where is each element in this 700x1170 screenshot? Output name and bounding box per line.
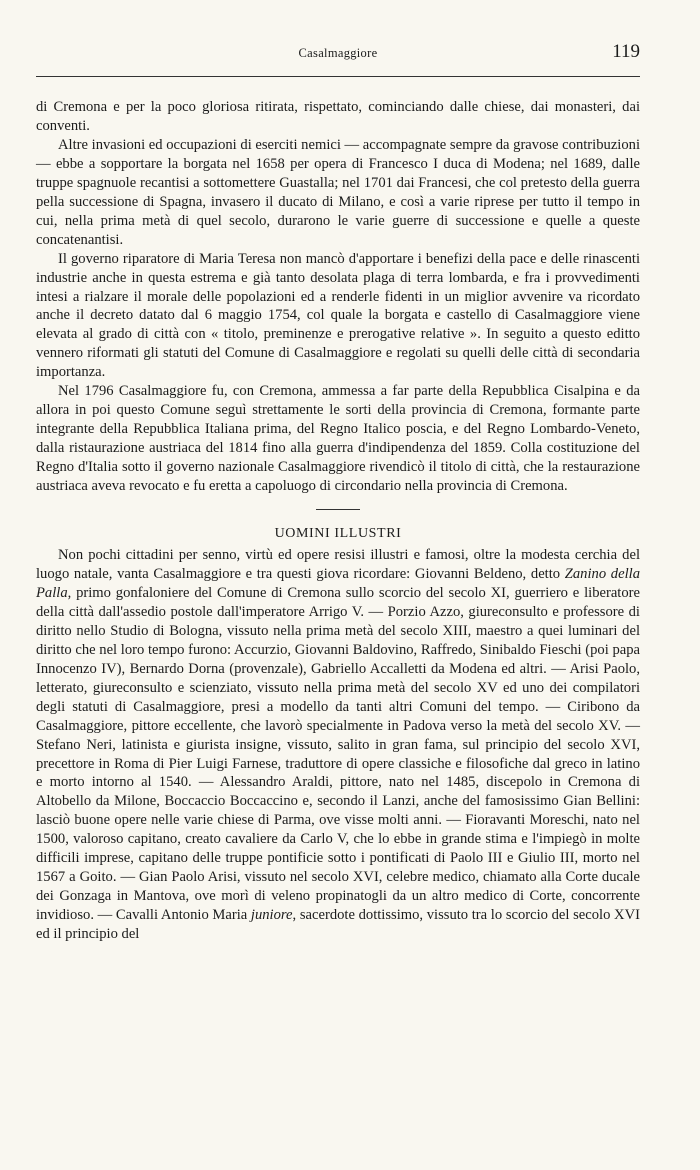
text-run: , primo gonfaloniere del Comune di Cremona sullo scorcio del secolo XI, guerriero e liberatore della città dall'assedio postole dall'imperatore Arrigo V. — Porzio Azzo, giureconsulto e professore di diritto nello Studio di Bologna, vissuto nella prima metà del secolo XIII, maestro a quei luminari del diritto che nel loro tempo furono: Accurzio, Giovanni Baldovino, Raffredo, Sinibaldo Fieschi (poi papa Innocenzo IV), Bernardo Dorna (provenzale), Gabriello Accalletti da Modena ed altri. — Arisi Paolo, letterato, giureconsulto e scienziato, vissuto nella prima metà del secolo XV ed uno dei compilatori degli statuti di Casalmaggiore, presi a modello da tanti altri Comuni del tempo. — Ciribono da Casalmaggiore, pittore eccellente, che lavorò specialmente in Padova verso la metà del secolo XV. — Stefano Neri, latinista e giurista insigne, vissuto, salito in gran fama, sul principio del secolo XVI, precettore in Roma di Pier Luigi Farnese, traduttore di opere classiche e filosofiche dal greco in latino e morto intorno al 1540. — Alessandro Araldi, pittore, nato nel 1485, discepolo in Cremona di Altobello da Milone, Boccaccio Boccaccino e, secondo il Lanzi, anche del famosissimo Gian Bellini: lasciò buone opere nelle varie chiese di Parma, ove visse molti anni. — Fioravanti Moreschi, nato nel 1500, valoroso capitano, creato cavaliere da Carlo V, che lo ebbe in grande stima e l'impiegò in molte difficili imprese, capitano delle truppe pontificie sotto i pontificati di Paolo III e Giulio III, morto nel 1567 a Goito. — Gian Paolo Arisi, vissuto nel secolo XVI, celebre medico, chiamato alla Corte ducale dei Gonzaga in Mantova, ove morì di veleno propinatogli da un altro medico di Corte, concorrente invidioso. — Cavalli Antonio Maria [36, 584, 640, 924]
header-rule [36, 76, 640, 77]
section-heading: UOMINI ILLUSTRI [274, 526, 402, 542]
body-text [36, 98, 640, 944]
running-title: Casalmaggiore [298, 46, 378, 60]
paragraph-continuation: di Cremona e per la poco gloriosa ritirata, rispettato, cominciando dalle chiese, dai monasteri, dai conventi. [36, 99, 640, 134]
page-number: 119 [612, 41, 640, 62]
paragraph-illustrious-men [36, 546, 640, 944]
page-header [36, 41, 640, 74]
section-divider [316, 509, 360, 510]
paragraph-invasions: Altre invasioni ed occupazioni di eserciti nemici — accompagnate sempre da gravose contribuzioni — ebbe a sopportare la borgata nel 1658 per opera di Francesco I duca di Modena; nel 1689, dalle truppe spagnuole recantisi a sottomettere Guastalla; nel 1701 dai Francesi, che col pretesto della guerra pella successione di Spagna, invasero il ducato di Milano, e così a varie riprese per tutto il tempo in cui, nella prima metà di quel secolo, durarono le varie guerre di successione e quelle a queste concatenantisi. [36, 136, 640, 248]
text-run: Non pochi cittadini per senno, virtù ed opere resisi illustri e famosi, oltre la modesta cerchia del luogo natale, vanta Casalmaggiore e tra questi giova ricordare: Giovanni Beldeno, detto [36, 547, 640, 582]
paragraph-1796: Nel 1796 Casalmaggiore fu, con Cremona, ammessa a far parte della Repubblica Cisalpina e da allora in poi questo Comune seguì strettamente le sorti della provincia di Cremona, formante parte integrante della Repubblica Italiana prima, del Regno Italico poscia, e del Regno Lombardo-Veneto, dalla ristaurazione austriaca del 1814 fino alla guerra d'indipendenza del 1859. Colla costituzione del Regno d'Italia sotto il governo nazionale Casalmaggiore rivendicò il titolo di città, che la restaurazione austriaca aveva revocato e fu eretta a capoluogo di circondario nella provincia di Cremona. [36, 383, 640, 495]
italic-juniore: juniore [250, 907, 293, 924]
italic-nickname: Zanino della Palla [36, 565, 640, 601]
paragraph-maria-teresa: Il governo riparatore di Maria Teresa non mancò d'apportare i benefizi della pace e delle rinascenti industrie anche in questa estrema e già tanto desolata plaga di terra lombarda, e fra i provvedimenti intesi a rialzare il morale delle popolazioni ed a renderle fidenti in un miglior avvenire va ricordato anche il decreto datato dal 6 maggio 1754, col quale la borgata e castello di Casalmaggiore viene elevata al grado di città con « titolo, preminenze e prerogative relative ». In seguito a questo editto vennero riformati gli statuti del Comune di Casalmaggiore e regolati su quelli delle città di secondaria importanza. [36, 250, 640, 381]
text-run: , sacerdote dottissimo, vissuto tra lo scorcio del secolo XVI ed il principio del [36, 907, 640, 943]
